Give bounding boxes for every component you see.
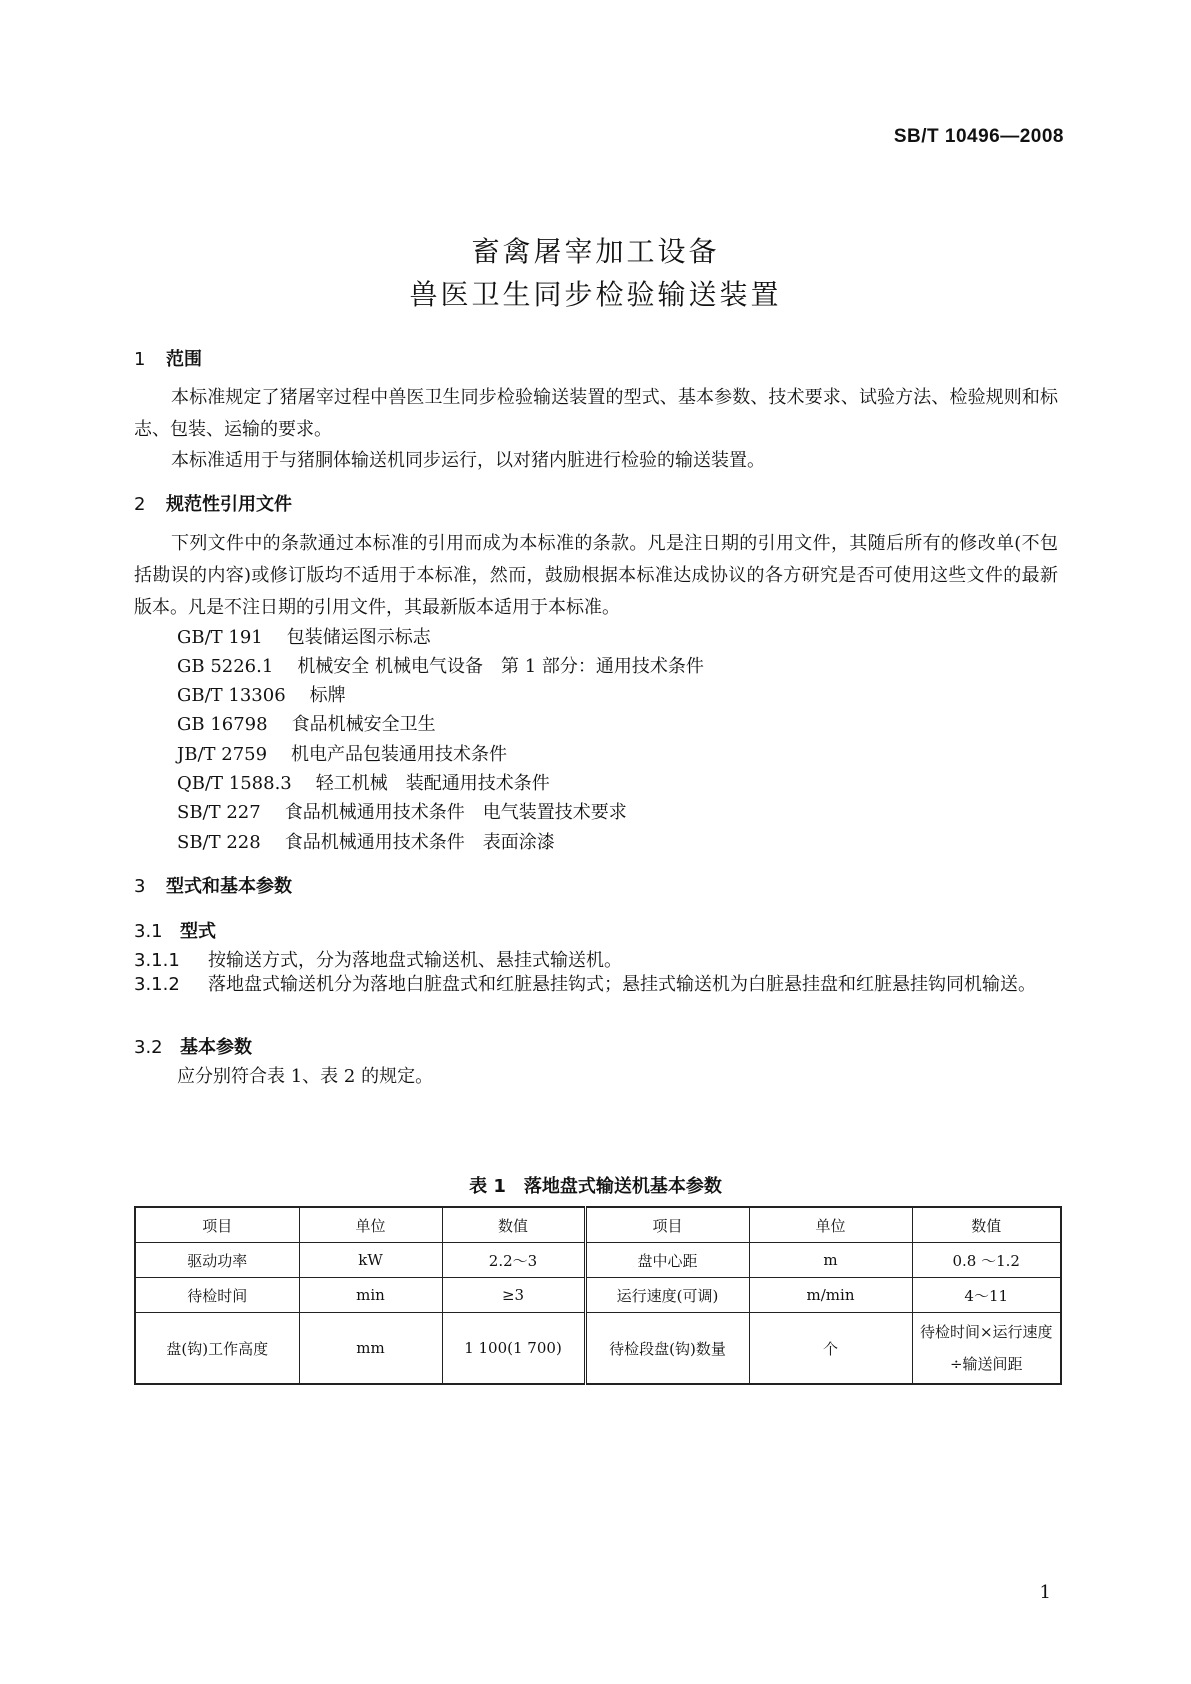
- table-cell: 驱动功率: [135, 1243, 299, 1278]
- reference-item: QB/T 1588.3 轻工机械 装配通用技术条件: [177, 773, 550, 794]
- section-2-paragraph: 下列文件中的条款通过本标准的引用而成为本标准的条款。凡是注日期的引用文件，其随后所有的修改单(不包括勘误的内容)或修订版均不适用于本标准，然而，鼓励根据本标准达成协议的各方研究是否可使用这些文件的最新版本。凡是不注日期的引用文件，其最新版本适用于本标准。: [134, 533, 1058, 618]
- clause-3-1-1: 3.1.1 按输送方式，分为落地盘式输送机、悬挂式输送机。: [134, 950, 622, 971]
- section-2-heading: [134, 490, 292, 516]
- basic-parameters-table: [134, 1206, 1062, 1385]
- column-header: 项目: [585, 1207, 749, 1243]
- table-cell: m: [749, 1243, 912, 1278]
- table-cell: 待检时间×运行速度÷输送间距: [912, 1313, 1061, 1385]
- subsection-3-2-heading: 3.2 基本参数: [134, 1037, 252, 1058]
- reference-item: GB/T 191 包装储运图示标志: [177, 627, 431, 648]
- table-cell: kW: [299, 1243, 442, 1278]
- section-title: 范围: [166, 349, 202, 370]
- section-3-heading: [134, 872, 292, 898]
- reference-item: GB/T 13306 标牌: [177, 685, 346, 706]
- column-header: 单位: [299, 1207, 442, 1243]
- section-1-paragraph-2: 本标准适用于与猪胴体输送机同步运行，以对猪内脏进行检验的输送装置。: [171, 450, 765, 471]
- section-1-paragraph-1: 本标准规定了猪屠宰过程中兽医卫生同步检验输送装置的型式、基本参数、技术要求、试验方法、检验规则和标志、包装、运输的要求。: [134, 387, 1058, 440]
- table-cell: 待检时间: [135, 1278, 299, 1313]
- section-number: 3: [134, 876, 146, 897]
- reference-item: GB 16798 食品机械安全卫生: [177, 714, 436, 735]
- page-title-line1: 畜禽屠宰加工设备: [471, 235, 720, 268]
- table-cell: ≥3: [442, 1278, 585, 1313]
- table-cell: 2.2～3: [442, 1243, 585, 1278]
- table-cell: mm: [299, 1313, 442, 1385]
- section-number: 2: [134, 494, 146, 515]
- table-cell: 0.8 ～1.2: [912, 1243, 1061, 1278]
- table-row: [135, 1313, 1061, 1385]
- page-title-line2: 兽医卫生同步检验输送装置: [409, 278, 782, 311]
- section-1-heading: [134, 345, 202, 371]
- table-row: [135, 1278, 1061, 1313]
- table-cell: 个: [749, 1313, 912, 1385]
- table-1-caption: 表 1 落地盘式输送机基本参数: [469, 1176, 722, 1197]
- column-header: 数值: [442, 1207, 585, 1243]
- column-header: 数值: [912, 1207, 1061, 1243]
- reference-item: SB/T 228 食品机械通用技术条件 表面涂漆: [177, 832, 555, 853]
- column-header: 单位: [749, 1207, 912, 1243]
- reference-item: JB/T 2759 机电产品包装通用技术条件: [177, 744, 508, 765]
- subsection-3-1-heading: 3.1 型式: [134, 921, 216, 942]
- table-header-row: [135, 1207, 1061, 1243]
- section-title: 型式和基本参数: [166, 876, 292, 897]
- table-cell: 4～11: [912, 1278, 1061, 1313]
- section-number: 1: [134, 349, 146, 370]
- table-cell: min: [299, 1278, 442, 1313]
- reference-item: SB/T 227 食品机械通用技术条件 电气装置技术要求: [177, 802, 627, 823]
- table-cell: 运行速度(可调): [585, 1278, 749, 1313]
- table-cell: 盘中心距: [585, 1243, 749, 1278]
- table-cell: 1 100(1 700): [442, 1313, 585, 1385]
- standard-code: SB/T 10496—2008: [893, 126, 1064, 147]
- reference-item: GB 5226.1 机械安全 机械电气设备 第 1 部分：通用技术条件: [177, 656, 704, 677]
- table-row: [135, 1243, 1061, 1278]
- table-cell: m/min: [749, 1278, 912, 1313]
- page-number: 1: [1039, 1582, 1051, 1603]
- table-cell: 待检段盘(钩)数量: [585, 1313, 749, 1385]
- clause-3-1-2: 3.1.2 落地盘式输送机分为落地白脏盘式和红脏悬挂钩式；悬挂式输送机为白脏悬挂盘和红脏悬挂钩同机输送。: [134, 974, 1036, 995]
- section-title: 规范性引用文件: [166, 494, 292, 515]
- subsection-3-2-text: 应分别符合表 1、表 2 的规定。: [177, 1066, 434, 1087]
- table-cell: 盘(钩)工作高度: [135, 1313, 299, 1385]
- column-header: 项目: [135, 1207, 299, 1243]
